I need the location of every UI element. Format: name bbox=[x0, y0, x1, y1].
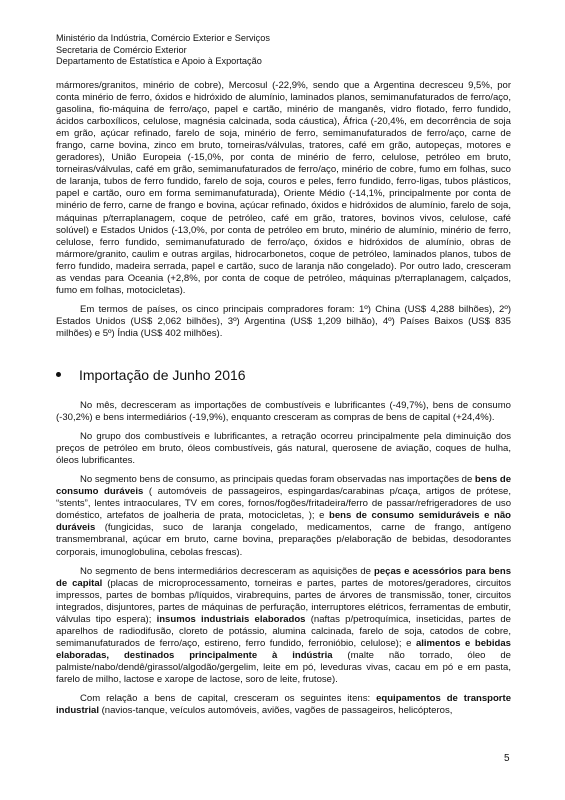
text-run: (fungicidas, suco de laranja congelado, medicamentos, carne de frango, antígeno transmembranal, açúcar em bruto, carne bovina, preparações p/elaboração de bebidas, desodorantes corporais, imunoglobulina, cebolas frescas). bbox=[56, 522, 511, 558]
text-run: (placas de microprocessamento, torneiras e partes, partes de motores/geradores, circuitos impressos, partes de bombas p/líquidos, virabrequins, partes de árvores de transmissão, toner, circuitos integrados, disjuntores, partes de máquinas de perfuração, interruptores elétricos, ferramentas de embutir, válvulas tipo espera); bbox=[56, 577, 511, 625]
bold-term-semidurable: bens de consumo semiduráveis e não duráveis bbox=[56, 510, 511, 534]
text-run: No segmento bens de consumo, as principais quedas foram observadas nas importações de bbox=[80, 474, 475, 486]
section-title: Importação de Junho 2016 bbox=[79, 366, 246, 383]
bold-term-transport: equipamentos de transporte industrial bbox=[56, 693, 512, 717]
bold-term-inputs: insumos industriais elaborados bbox=[156, 613, 306, 625]
text-run: ( automóveis de passageiros, espingardas/carabinas p/caça, artigos de prótese, “stents”, lentes intraoculares, TV em cores, fornos/fogões/fritadeira/ferro de passar/refrigeradores de uso doméstico, artefatos de joalheria de prata, motocicletas, ); e bbox=[56, 486, 511, 522]
paragraph-capital-goods bbox=[56, 693, 511, 717]
text-run: No segmento de bens intermediários decresceram as aquisições de bbox=[80, 565, 375, 577]
header-department: Departamento de Estatística e Apoio à Exportação bbox=[56, 56, 262, 67]
text-run: (navios-tanque, veículos automóveis, aviões, vagões de passageiros, helicópteros, bbox=[98, 705, 453, 717]
paragraph-consumer-goods bbox=[56, 474, 511, 558]
header-secretariat: Secretaria de Comércio Exterior bbox=[56, 44, 187, 55]
paragraph-intermediate-goods bbox=[56, 566, 511, 686]
header-ministry: Ministério da Indústria, Comércio Exterior e Serviços bbox=[56, 33, 270, 43]
page-number: 5 bbox=[504, 753, 510, 764]
page-header bbox=[56, 33, 516, 68]
paragraph-top-buyers: Em termos de países, os cinco principais compradores foram: 1º) China (US$ 4,288 bilhões), 2º) Estados Unidos (US$ 2,062 bilhões), 3º) Argentina (US$ 1,209 bilhão), 4º) Países Baixos (US$ 835 milhões) e 5º) Índia (US$ 402 milhões). bbox=[56, 303, 511, 339]
text-run: Com relação a bens de capital, cresceram os seguintes itens: bbox=[80, 693, 377, 705]
bold-term-food: alimentos e bebidas elaboradas, destinados principalmente à indústria bbox=[56, 637, 511, 661]
section-heading-import bbox=[56, 366, 511, 384]
bold-term-durable: bens de consumo duráveis bbox=[56, 474, 512, 498]
paragraph-fuels: No grupo dos combustíveis e lubrificantes, a retração ocorreu principalmente pela diminuição dos preços de petróleo em bruto, óleos combustíveis, gás natural, querosene de aviação, coques de hulha, óleos lubrificantes. bbox=[56, 431, 511, 467]
text-run: (malte não torrado, óleo de palmiste/nabo/dendê/girassol/algodão/gergelim, leite em pó, leveduras vivas, cacau em pó e em pasta, farelo de milho, lactose e xarope de lactose, soro de leite, frutose). bbox=[56, 649, 511, 685]
paragraph-export-regions: mármores/granitos, minério de cobre), Mercosul (-22,9%, sendo que a Argentina decresceu 9,5%, por conta minério de ferro, óxidos e hidróxido de alumínio, laminados planos, semimanufaturados de ferro/aço, gasolina, fio-máquina de ferro/aço, papel e cartão, minério de manganês, vidro flotado, ferro fundido, ácidos carboxílicos, celulose, magnésia calcinada, soda cáustica), África (-20,4%, em decorrência de soja em grão, açúcar refinado, farelo de soja, minério de ferro, semimanufaturados de ferro/aço, carne de frango, carne bovina, zinco em bruto, torneiras/válvulas, tratores, café em grão, autopeças, motores e geradores), União Europeia (-15,0%, por conta de minério de ferro, celulose, petróleo em bruto, torneiras/válvulas, café em grão, semimanufaturados de ferro/aço, minério de cobre, fumo em folhas, suco de laranja, tubos de ferro fundido, farelo de soja, couros e peles, ferro fundido, ferro-ligas, tubos plásticos, papel e cartão, ouro em forma semimanufaturada), Oriente Médio (-14,1%, principalmente por conta de minério de ferro, carne de frango e bovina, açúcar refinado, óxidos e hidróxidos de alumínio, farelo de soja, máquinas p/terraplanagem, coque de petróleo, café em grão, tratores, bovinos vivos, celulose, café solúvel) e Estados Unidos (-13,0%, por conta de petróleo em bruto, minério de alumínio, minério de ferro, celulose, ferro fundido, semimanufaturado de ferro/aço, óxidos e hidróxidos de alumínio, obras de mármore/granito, caulim e outras argilas, hidrocarbonetos, coque de petróleo, laminados planos, tubos de ferro fundido, madeira serrada, papel e cartão, suco de laranja não congelado). Por outro lado, cresceram as vendas para Oceania (+2,8%, por conta de coque de petróleo, máquinas p/terraplanagem, calçados, fumo em folhas, motocicletas). bbox=[56, 80, 511, 296]
paragraph-import-summary: No mês, decresceram as importações de combustíveis e lubrificantes (-49,7%), bens de consumo (-30,2%) e bens intermediários (-19,9%), enquanto cresceram as compras de bens de capital (+24,4%). bbox=[56, 399, 511, 424]
page-body bbox=[56, 80, 511, 724]
bullet-icon bbox=[56, 372, 61, 377]
text-run: (naftas p/petroquímica, inseticidas, partes de aparelhos de radiodifusão, cloreto de potássio, alumina calcinada, farelo de soja, catodos de cobre, semimanufaturados de ferro/aço, estireno, ferro fundido, ferronióbio, celulose); e bbox=[56, 613, 511, 649]
bold-term-parts: peças e acessórios para bens de capital bbox=[56, 565, 511, 589]
